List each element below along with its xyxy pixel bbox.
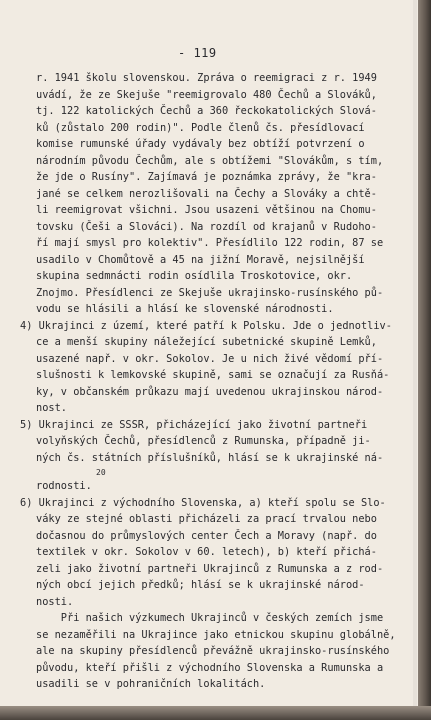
page-number: - 119 (178, 46, 217, 60)
text-line: dočasnou do průmyslových center Čech a Moravy (např. do (36, 529, 377, 542)
book-edge-bottom (0, 706, 431, 720)
text-line: ků (zůstalo 200 rodin)". Podle členů čs. přesídlovací (36, 121, 365, 134)
text-line: ří mají smysl pro kolektiv". Přesídlilo 122 rodin, 87 se (36, 237, 384, 249)
text-line: uvádí, že ze Skejuše "reemigrovalo 480 Čechů a Slováků, (36, 88, 377, 101)
text-line: 5) Ukrajinci ze SSSR, přicházející jako životní partneři (20, 418, 368, 431)
text-line: rodnosti. (36, 480, 92, 492)
text-line: ných obcí jejich předků; hlásí se k ukrajinské národ- (36, 579, 365, 591)
text-line: Při našich výzkumech Ukrajinců v českých zemích jsme (36, 612, 384, 624)
text-line: tj. 122 katolických Čechů a 360 řeckokatolických Slová- (36, 105, 377, 117)
footnote-ref (36, 466, 431, 478)
text-line: Znojmo. Přesídlenci ze Skejuše ukrajinsko-rusínského pů- (36, 286, 384, 299)
footnote-superscript: 20 (96, 468, 106, 477)
text-line: jané se celkem nerozlišovali na Čechy a Slováky a chtě- (36, 187, 377, 200)
text-line: se nezaměřili na Ukrajince jako etnickou skupinu globálně, (36, 628, 396, 641)
text-line: váky ze stejné oblasti přicházeli za prací trvalou nebo (36, 513, 377, 525)
text-line: usadilo v Chomůtově a 45 na jižní Moravě, nejsilnější (36, 253, 365, 266)
text-line: usadili se v pohraničních lokalitách. (36, 678, 266, 690)
text-line: národním původu Čechům, ale s obtížemi "Slovákům, s tím, (36, 154, 384, 167)
text-line: ky, v občanském průkazu mají uvedenou ukrajinskou národ- (36, 385, 384, 398)
text-line: nosti. (36, 595, 74, 608)
text-line: komise rumunské úřady vydávaly bez obtíží potvrzení o (36, 138, 365, 150)
text-line: původu, kteří přišli z východního Slovenska a Rumunska a (36, 661, 384, 674)
body-text (0, 70, 418, 693)
text-line: volyňských Čechů, přesídlenců z Rumunska, případně ji- (36, 435, 371, 447)
text-line: 4) Ukrajinci z území, které patří k Polsku. Jde o jednotliv- (20, 319, 392, 332)
text-line: textilek v okr. Sokolov v 60. letech), b) kteří přichá- (36, 546, 377, 558)
text-line: 6) Ukrajinci z východního Slovenska, a) kteří spolu se Slo- (20, 496, 386, 509)
text-line: li reemigrovat všichni. Jsou usazeni většinou na Chomu- (36, 204, 377, 216)
text-line: zeli jako životní partneři Ukrajinců z Rumunska a z rod- (36, 562, 384, 575)
text-line: skupina sedmnácti rodin osídlila Troskotovice, okr. (36, 270, 353, 282)
text-line: tovsku (Češi a Slováci). Na rozdíl od krajanů v Rudoho- (36, 220, 377, 233)
page-fold-shadow (413, 0, 417, 720)
text-line: r. 1941 školu slovenskou. Zpráva o reemigraci z r. 1949 (36, 72, 377, 84)
text-line: nost. (36, 402, 67, 414)
text-line: ných čs. státních příslušníků, hlásí se k ukrajinské ná- (36, 451, 384, 464)
book-edge-right (418, 0, 431, 720)
text-line: slušnosti k lemkovské skupině, sami se označují za Rusňá- (36, 369, 390, 381)
text-line: ale na skupiny přesídlenců převážně ukrajinsko-rusínského (36, 645, 390, 657)
text-line: ce a menší skupiny náležející subetnické skupině Lemků, (36, 336, 377, 348)
text-line: vodu se hlásili a hlásí ke slovenské národnosti. (36, 303, 334, 315)
text-line: usazené např. v okr. Sokolov. Je u nich živé vědomí pří- (36, 352, 384, 365)
text-line: že jde o Rusíny". Zajímavá je poznámka zprávy, že "kra- (36, 171, 377, 183)
